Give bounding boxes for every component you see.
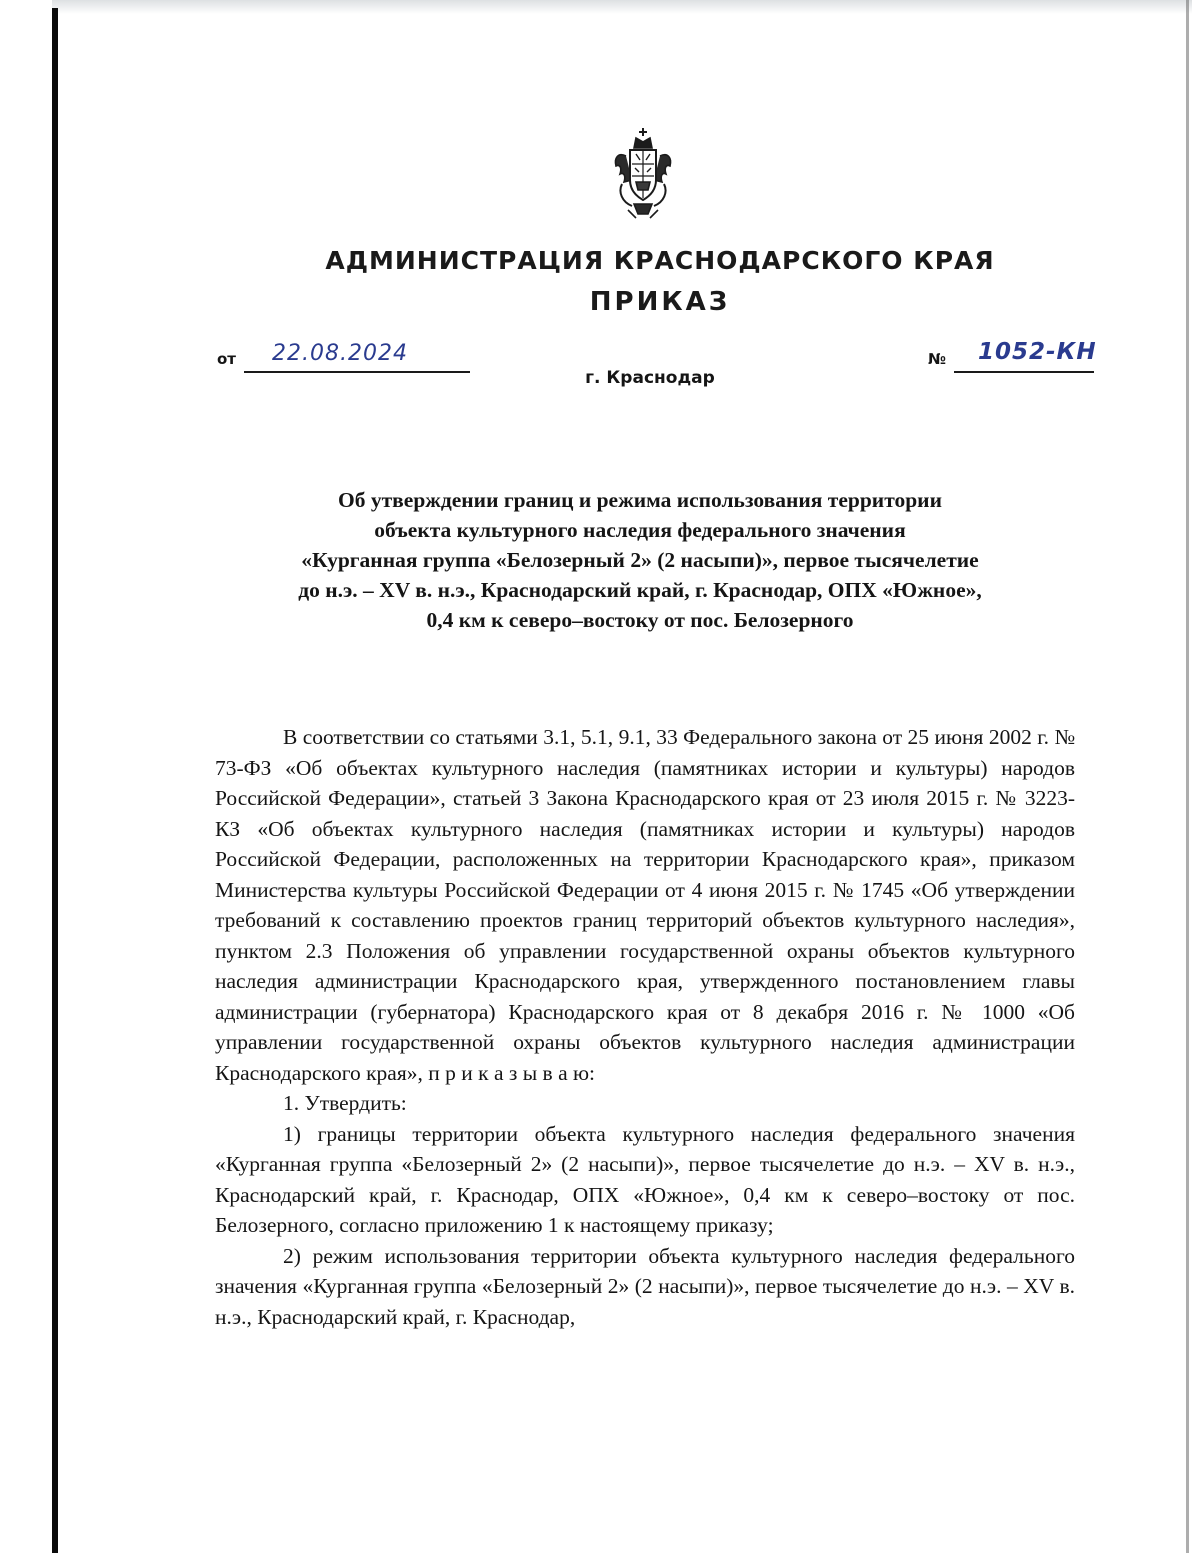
- scan-right-edge: [1186, 0, 1189, 1553]
- city: г. Краснодар: [585, 368, 715, 388]
- title-line: объекта культурного наследия федерального значения: [374, 518, 906, 542]
- agency-name: АДМИНИСТРАЦИЯ КРАСНОДАРСКОГО КРАЯ: [325, 246, 995, 275]
- handwritten-date: 22.08.2024: [272, 341, 408, 366]
- order-title: [200, 485, 1080, 635]
- title-line: 0,4 км к северо–востоку от пос. Белозерного: [426, 608, 854, 632]
- title-line: Об утверждении границ и режима использования территории: [338, 488, 942, 512]
- subitem-1: 1) границы территории объекта культурного наследия федерального значения «Курганная группа «Белозерный 2» (2 насыпи)», первое тысячелетие до н.э. – XV в. н.э., Краснодарский край, г. Краснодар, ОПХ «Южное», 0,4 км к северо–востоку от пос. Белозерного, согласно приложению 1 к настоящему приказу;: [215, 1121, 1075, 1237]
- preamble-text: В соответствии со статьями 3.1, 5.1, 9.1, 33 Федерального закона от 25 июня 2002 г. № 73-ФЗ «Об объектах культурного наследия (памятниках истории и культуры) народов Российской Федерации», статьей 3 Закона Краснодарского края от 23 июля 2015 г. № 3223-КЗ «Об объектах культурного наследия (памятниках истории и культуры) народов Российской Федерации, расположенных на территории Краснодарского края», приказом Министерства культуры Российской Федерации от 4 июня 2015 г. № 1745 «Об утверждении требований к составлению проектов границ территорий объектов культурного наследия», пунктом 2.3 Положения об управлении государственной охраны объектов культурного наследия администрации Краснодарского края, утвержденного постановлением главы администрации (губернатора) Краснодарского края от 8 декабря 2016 г. № 1000 «Об управлении государственной охраны объектов культурного наследия администрации Краснодарского края»,: [215, 725, 1075, 1085]
- handwritten-number: 1052-КН: [978, 339, 1097, 365]
- document-type: ПРИКАЗ: [589, 287, 731, 317]
- date-underline: [244, 371, 470, 373]
- scan-top-shadow: [52, 0, 1192, 14]
- number-prefix: №: [928, 350, 947, 368]
- title-line: до н.э. – XV в. н.э., Краснодарский край, г. Краснодар, ОПХ «Южное»,: [298, 578, 982, 602]
- order-body: [215, 722, 1075, 1332]
- scan-left-edge: [52, 8, 58, 1553]
- coat-of-arms-icon: [612, 126, 674, 222]
- number-underline: [954, 371, 1094, 373]
- item-1: 1. Утвердить:: [283, 1091, 407, 1115]
- number-field: [928, 339, 1098, 377]
- order-word: п р и к а з ы в а ю:: [428, 1060, 596, 1085]
- preamble-paragraph: [215, 722, 1075, 1088]
- subitem-2: 2) режим использования территории объекта культурного наследия федерального значения «Курганная группа «Белозерный 2» (2 насыпи)», первое тысячелетие до н.э. – XV в. н.э., Краснодарский край, г. Краснодар,: [215, 1243, 1075, 1329]
- date-field: [217, 341, 477, 377]
- title-line: «Курганная группа «Белозерный 2» (2 насыпи)», первое тысячелетие: [301, 548, 979, 572]
- date-prefix: от: [217, 350, 236, 368]
